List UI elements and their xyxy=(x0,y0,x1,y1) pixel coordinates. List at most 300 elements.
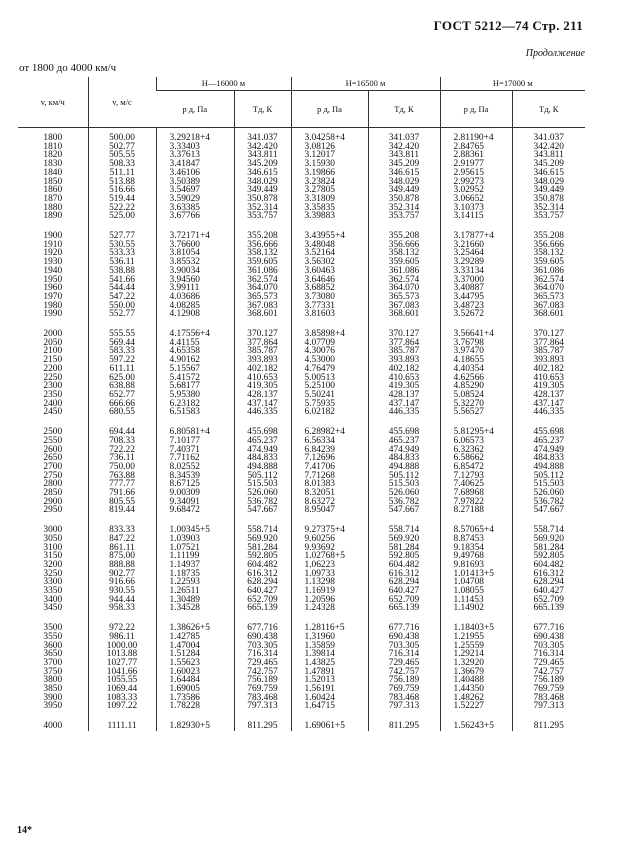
v-kmh-cell: 3900 xyxy=(43,692,63,703)
table-row xyxy=(18,374,585,383)
v-ms-cell: 1083.33 xyxy=(88,694,156,703)
v-ms-cell: 1069.44 xyxy=(88,685,156,694)
temperature-cell: 515.503 xyxy=(512,480,585,489)
table-row xyxy=(18,668,585,677)
table-row xyxy=(18,204,585,213)
pressure-cell: 5.81295+4 xyxy=(440,417,512,437)
temperature-cell: 341.037 xyxy=(512,128,585,143)
pressure-cell: 3.54697 xyxy=(156,186,234,195)
pressure-cell: 1.01413+5 xyxy=(440,570,512,579)
temperature-cell: 569.920 xyxy=(512,535,585,544)
pressure-cell: 5.32270 xyxy=(440,400,512,409)
temperature-cell: 377.864 xyxy=(234,339,291,348)
pressure-cell: 8.87453 xyxy=(440,535,512,544)
temperature-cell: 348.029 xyxy=(368,178,440,187)
pressure-cell: 1.51284 xyxy=(156,650,234,659)
v-kmh-cell: 2400 xyxy=(43,398,63,409)
pressure-cell: 1.69005 xyxy=(156,685,234,694)
table-row xyxy=(18,685,585,694)
temperature-cell: 783.468 xyxy=(512,694,585,703)
table-row xyxy=(18,128,585,143)
v-kmh-cell: 2500 xyxy=(43,427,63,438)
v-ms-cell: 516.66 xyxy=(88,186,156,195)
temperature-cell: 569.920 xyxy=(234,535,291,544)
v-ms-cell: 902.77 xyxy=(88,570,156,579)
temperature-cell: 677.716 xyxy=(234,613,291,633)
pressure-cell: 5.68177 xyxy=(156,382,234,391)
temperature-cell: 581.284 xyxy=(368,544,440,553)
pressure-cell: 3.48723 xyxy=(440,302,512,311)
v-ms-cell: 1111.11 xyxy=(88,711,156,731)
temperature-cell: 811.295 xyxy=(368,711,440,731)
pressure-cell: 5.15567 xyxy=(156,365,234,374)
v-ms-cell: 1027.77 xyxy=(88,659,156,668)
pressure-cell: 3.04258+4 xyxy=(291,128,368,143)
pressure-cell: 4.17556+4 xyxy=(156,319,234,339)
temperature-cell: 348.029 xyxy=(234,178,291,187)
temperature-cell: 364.070 xyxy=(512,284,585,293)
table-row xyxy=(18,221,585,241)
v-ms-cell: 511.11 xyxy=(88,169,156,178)
pressure-cell: 3.72171+4 xyxy=(156,221,234,241)
temperature-cell: 419.305 xyxy=(368,382,440,391)
v-kmh-cell: 1850 xyxy=(43,176,63,187)
v-ms-cell: 944.44 xyxy=(88,596,156,605)
pressure-cell: 3.81054 xyxy=(156,249,234,258)
v-kmh-cell: 1810 xyxy=(43,141,63,152)
pressure-cell: 3.60463 xyxy=(291,267,368,276)
pressure-cell: 2.95615 xyxy=(440,169,512,178)
pressure-cell: 4.30076 xyxy=(291,347,368,356)
table-row xyxy=(18,659,585,668)
pressure-cell: 3.90034 xyxy=(156,267,234,276)
table-row xyxy=(18,391,585,400)
temperature-cell: 729.465 xyxy=(512,659,585,668)
temperature-cell: 349.449 xyxy=(368,186,440,195)
pressure-cell: 3.35835 xyxy=(291,204,368,213)
v-ms-cell: 1055.55 xyxy=(88,676,156,685)
temperature-cell: 362.574 xyxy=(512,276,585,285)
pressure-cell: 6.84239 xyxy=(291,446,368,455)
v-ms-cell: 547.22 xyxy=(88,293,156,302)
temperature-cell: 558.714 xyxy=(368,515,440,535)
table-row xyxy=(18,535,585,544)
pressure-cell: 8.32051 xyxy=(291,489,368,498)
pressure-cell: 3.97470 xyxy=(440,347,512,356)
temperature-cell: 345.209 xyxy=(234,160,291,169)
pressure-cell: 3.52164 xyxy=(291,249,368,258)
pressure-cell: 3.23824 xyxy=(291,178,368,187)
temperature-cell: 703.305 xyxy=(512,642,585,651)
temperature-cell: 361.086 xyxy=(368,267,440,276)
temperature-cell: 358.132 xyxy=(234,249,291,258)
pressure-cell: 1.31960 xyxy=(291,633,368,642)
pressure-cell: 3.56641+4 xyxy=(440,319,512,339)
temperature-cell: 359.605 xyxy=(368,258,440,267)
pressure-cell: 7.97822 xyxy=(440,498,512,507)
temperature-cell: 665.139 xyxy=(512,604,585,613)
temperature-cell: 402.182 xyxy=(234,365,291,374)
temperature-cell: 428.137 xyxy=(512,391,585,400)
temperature-cell: 365.573 xyxy=(368,293,440,302)
pressure-cell: 1.47004 xyxy=(156,642,234,651)
table-row xyxy=(18,195,585,204)
pressure-cell: 3.64646 xyxy=(291,276,368,285)
pressure-cell: 1.39814 xyxy=(291,650,368,659)
pressure-cell: 3.52672 xyxy=(440,310,512,319)
col-group-h16500: H=16500 м xyxy=(291,77,440,91)
v-ms-cell: 597.22 xyxy=(88,356,156,365)
pressure-cell: 1.32920 xyxy=(440,659,512,668)
temperature-cell: 640.427 xyxy=(234,587,291,596)
pressure-cell: 9.60256 xyxy=(291,535,368,544)
pressure-cell: 1.30489 xyxy=(156,596,234,605)
table-row xyxy=(18,498,585,507)
pressure-cell: 1.02768+5 xyxy=(291,552,368,561)
pressure-cell: 7.12696 xyxy=(291,454,368,463)
pressure-cell: 3.37000 xyxy=(440,276,512,285)
temperature-cell: 385.787 xyxy=(512,347,585,356)
pressure-cell: 1.18735 xyxy=(156,570,234,579)
pressure-cell: 1.28116+5 xyxy=(291,613,368,633)
temperature-cell: 628.294 xyxy=(234,578,291,587)
v-kmh-cell: 1900 xyxy=(43,231,63,242)
pressure-cell: 6.85472 xyxy=(440,463,512,472)
v-kmh-cell: 3400 xyxy=(43,594,63,605)
pressure-cell: 6.28982+4 xyxy=(291,417,368,437)
col-temperature: Tд, К xyxy=(368,91,440,128)
pressure-cell: 1.64715 xyxy=(291,702,368,711)
pressure-cell: 1.14902 xyxy=(440,604,512,613)
temperature-cell: 368.601 xyxy=(234,310,291,319)
table-row xyxy=(18,293,585,302)
pressure-cell: 6.58662 xyxy=(440,454,512,463)
pressure-cell: 3.76600 xyxy=(156,241,234,250)
pressure-cell: 7.10177 xyxy=(156,437,234,446)
temperature-cell: 547.667 xyxy=(512,506,585,515)
temperature-cell: 361.086 xyxy=(512,267,585,276)
pressure-cell: 1.00345+5 xyxy=(156,515,234,535)
table-row xyxy=(18,676,585,685)
temperature-cell: 361.086 xyxy=(234,267,291,276)
table-row xyxy=(18,400,585,409)
temperature-cell: 604.482 xyxy=(512,561,585,570)
v-ms-cell: 527.77 xyxy=(88,221,156,241)
table-row xyxy=(18,570,585,579)
table-row xyxy=(18,408,585,417)
temperature-cell: 352.314 xyxy=(368,204,440,213)
pressure-cell: 3.14115 xyxy=(440,212,512,221)
pressure-cell: 3.15930 xyxy=(291,160,368,169)
v-ms-cell: 680.55 xyxy=(88,408,156,417)
pressure-cell: 1.29214 xyxy=(440,650,512,659)
temperature-cell: 342.420 xyxy=(368,143,440,152)
temperature-cell: 367.083 xyxy=(512,302,585,311)
pressure-cell: 3.76798 xyxy=(440,339,512,348)
table-row xyxy=(18,310,585,319)
v-kmh-cell: 3350 xyxy=(43,586,63,597)
v-kmh-cell: 2300 xyxy=(43,381,63,392)
temperature-cell: 455.698 xyxy=(512,417,585,437)
table-row xyxy=(18,694,585,703)
temperature-cell: 367.083 xyxy=(234,302,291,311)
temperature-cell: 385.787 xyxy=(368,347,440,356)
pressure-cell: 1.08055 xyxy=(440,587,512,596)
temperature-cell: 581.284 xyxy=(234,544,291,553)
v-ms-cell: 505.55 xyxy=(88,151,156,160)
pressure-cell: 8.67125 xyxy=(156,480,234,489)
pressure-cell: 1.25559 xyxy=(440,642,512,651)
temperature-cell: 341.037 xyxy=(368,128,440,143)
temperature-cell: 402.182 xyxy=(512,365,585,374)
pressure-cell: 3.33403 xyxy=(156,143,234,152)
pressure-cell: 1.09733 xyxy=(291,570,368,579)
temperature-cell: 811.295 xyxy=(512,711,585,731)
temperature-cell: 690.438 xyxy=(512,633,585,642)
temperature-cell: 742.757 xyxy=(368,668,440,677)
pressure-cell: 1.35859 xyxy=(291,642,368,651)
v-ms-cell: 552.77 xyxy=(88,310,156,319)
temperature-cell: 547.667 xyxy=(234,506,291,515)
v-kmh-cell: 2600 xyxy=(43,444,63,455)
v-kmh-cell: 3300 xyxy=(43,577,63,588)
pressure-cell: 8.57065+4 xyxy=(440,515,512,535)
v-ms-cell: 916.66 xyxy=(88,578,156,587)
temperature-cell: 640.427 xyxy=(368,587,440,596)
pressure-cell: 1.04708 xyxy=(440,578,512,587)
pressure-cell: 1.60023 xyxy=(156,668,234,677)
temperature-cell: 353.757 xyxy=(512,212,585,221)
pressure-cell: 3.48048 xyxy=(291,241,368,250)
temperature-cell: 370.127 xyxy=(234,319,291,339)
pressure-cell: 3.77331 xyxy=(291,302,368,311)
temperature-cell: 355.208 xyxy=(368,221,440,241)
temperature-cell: 350.878 xyxy=(368,195,440,204)
temperature-cell: 616.312 xyxy=(234,570,291,579)
pressure-cell: 3.63385 xyxy=(156,204,234,213)
v-kmh-cell: 3950 xyxy=(43,701,63,712)
table-row xyxy=(18,178,585,187)
v-ms-cell: 583.33 xyxy=(88,347,156,356)
temperature-cell: 716.314 xyxy=(234,650,291,659)
pressure-cell: 3.31809 xyxy=(291,195,368,204)
pressure-cell: 4.85290 xyxy=(440,382,512,391)
v-ms-cell: 736.11 xyxy=(88,454,156,463)
temperature-cell: 756.189 xyxy=(234,676,291,685)
temperature-cell: 677.716 xyxy=(368,613,440,633)
temperature-cell: 428.137 xyxy=(234,391,291,400)
v-kmh-cell: 1960 xyxy=(43,283,63,294)
pressure-cell: 4.90162 xyxy=(156,356,234,365)
v-ms-cell: 652.77 xyxy=(88,391,156,400)
v-kmh-cell: 1830 xyxy=(43,159,63,170)
temperature-cell: 536.782 xyxy=(234,498,291,507)
temperature-cell: 343.811 xyxy=(368,151,440,160)
temperature-cell: 393.893 xyxy=(234,356,291,365)
v-kmh-cell: 3250 xyxy=(43,568,63,579)
temperature-cell: 729.465 xyxy=(234,659,291,668)
temperature-cell: 410.653 xyxy=(234,374,291,383)
v-kmh-cell: 3700 xyxy=(43,657,63,668)
temperature-cell: 358.132 xyxy=(512,249,585,258)
pressure-cell: 7.40625 xyxy=(440,480,512,489)
temperature-cell: 515.503 xyxy=(234,480,291,489)
pressure-cell: 9.81693 xyxy=(440,561,512,570)
table-row xyxy=(18,302,585,311)
pressure-cell: 8.02552 xyxy=(156,463,234,472)
table-row xyxy=(18,506,585,515)
temperature-cell: 628.294 xyxy=(512,578,585,587)
table-row xyxy=(18,284,585,293)
pressure-cell: 5.95380 xyxy=(156,391,234,400)
temperature-cell: 536.782 xyxy=(368,498,440,507)
pressure-cell: 3.17877+4 xyxy=(440,221,512,241)
pressure-cell: 7.71162 xyxy=(156,454,234,463)
pressure-cell: 3.25464 xyxy=(440,249,512,258)
pressure-cell: 3.81603 xyxy=(291,310,368,319)
pressure-cell: 1.40488 xyxy=(440,676,512,685)
temperature-cell: 367.083 xyxy=(368,302,440,311)
pressure-cell: 1.47891 xyxy=(291,668,368,677)
pressure-cell: 3.02952 xyxy=(440,186,512,195)
pressure-cell: 5.00513 xyxy=(291,374,368,383)
temperature-cell: 797.313 xyxy=(234,702,291,711)
v-ms-cell: 502.77 xyxy=(88,143,156,152)
temperature-cell: 393.893 xyxy=(368,356,440,365)
v-kmh-cell: 1990 xyxy=(43,309,63,320)
v-kmh-cell: 2700 xyxy=(43,461,63,472)
pressure-cell: 8.01383 xyxy=(291,480,368,489)
v-ms-cell: 522.22 xyxy=(88,204,156,213)
pressure-cell: 3.99111 xyxy=(156,284,234,293)
temperature-cell: 756.189 xyxy=(368,676,440,685)
table-row xyxy=(18,702,585,711)
temperature-cell: 716.314 xyxy=(512,650,585,659)
pressure-cell: 5.08524 xyxy=(440,391,512,400)
pressure-cell: 1.56191 xyxy=(291,685,368,694)
temperature-cell: 350.878 xyxy=(512,195,585,204)
temperature-cell: 348.029 xyxy=(512,178,585,187)
temperature-cell: 484.833 xyxy=(234,454,291,463)
pressure-cell: 3.27805 xyxy=(291,186,368,195)
temperature-cell: 346.615 xyxy=(368,169,440,178)
pressure-cell: 1.16919 xyxy=(291,587,368,596)
temperature-cell: 484.833 xyxy=(368,454,440,463)
temperature-cell: 581.284 xyxy=(512,544,585,553)
pressure-cell: 7.40371 xyxy=(156,446,234,455)
v-kmh-cell: 3650 xyxy=(43,649,63,660)
temperature-cell: 410.653 xyxy=(368,374,440,383)
v-kmh-cell: 1870 xyxy=(43,193,63,204)
v-ms-cell: 530.55 xyxy=(88,241,156,250)
temperature-cell: 346.615 xyxy=(234,169,291,178)
temperature-cell: 446.335 xyxy=(234,408,291,417)
speed-range-label: от 1800 до 4000 км/ч xyxy=(19,62,117,74)
v-kmh-cell: 3450 xyxy=(43,603,63,614)
pressure-cell: 1.43825 xyxy=(291,659,368,668)
temperature-cell: 358.132 xyxy=(368,249,440,258)
col-temperature: Tд, К xyxy=(512,91,585,128)
table-row xyxy=(18,633,585,642)
pressure-cell: 9.93692 xyxy=(291,544,368,553)
v-kmh-cell: 2100 xyxy=(43,346,63,357)
temperature-cell: 359.605 xyxy=(234,258,291,267)
table-row xyxy=(18,472,585,481)
v-kmh-cell: 2850 xyxy=(43,488,63,499)
v-ms-cell: 708.33 xyxy=(88,437,156,446)
table-row xyxy=(18,604,585,613)
pressure-cell: 3.37613 xyxy=(156,151,234,160)
pressure-cell: 3.59029 xyxy=(156,195,234,204)
table-row xyxy=(18,186,585,195)
temperature-cell: 437.147 xyxy=(512,400,585,409)
temperature-cell: 536.782 xyxy=(512,498,585,507)
temperature-cell: 494.888 xyxy=(368,463,440,472)
pressure-cell: 9.18354 xyxy=(440,544,512,553)
v-kmh-cell: 2450 xyxy=(43,407,63,418)
v-ms-cell: 847.22 xyxy=(88,535,156,544)
pressure-cell: 1.06223 xyxy=(291,561,368,570)
temperature-cell: 370.127 xyxy=(368,319,440,339)
pressure-cell: 6.80581+4 xyxy=(156,417,234,437)
table-row xyxy=(18,578,585,587)
temperature-cell: 377.864 xyxy=(512,339,585,348)
temperature-cell: 342.420 xyxy=(234,143,291,152)
v-ms-cell: 536.11 xyxy=(88,258,156,267)
pressure-cell: 1.24328 xyxy=(291,604,368,613)
pressure-cell: 4.40354 xyxy=(440,365,512,374)
table-row xyxy=(18,160,585,169)
table-row xyxy=(18,446,585,455)
pressure-cell: 1.44350 xyxy=(440,685,512,694)
v-kmh-cell: 2350 xyxy=(43,389,63,400)
temperature-cell: 742.757 xyxy=(234,668,291,677)
v-ms-cell: 791.66 xyxy=(88,489,156,498)
v-kmh-cell: 1890 xyxy=(43,211,63,222)
temperature-cell: 515.503 xyxy=(368,480,440,489)
temperature-cell: 465.237 xyxy=(368,437,440,446)
v-ms-cell: 541.66 xyxy=(88,276,156,285)
v-ms-cell: 611.11 xyxy=(88,365,156,374)
temperature-cell: 364.070 xyxy=(368,284,440,293)
temperature-cell: 356.666 xyxy=(512,241,585,250)
v-kmh-cell: 2750 xyxy=(43,470,63,481)
temperature-cell: 465.237 xyxy=(234,437,291,446)
pressure-cell: 1.22593 xyxy=(156,578,234,587)
v-ms-cell: 550.00 xyxy=(88,302,156,311)
table-row xyxy=(18,587,585,596)
v-kmh-cell: 2150 xyxy=(43,355,63,366)
pressure-cell: 4.53000 xyxy=(291,356,368,365)
pressure-cell: 3.21660 xyxy=(440,241,512,250)
temperature-cell: 742.757 xyxy=(512,668,585,677)
temperature-cell: 342.420 xyxy=(512,143,585,152)
temperature-cell: 474.949 xyxy=(512,446,585,455)
table-row xyxy=(18,454,585,463)
pressure-cell: 9.34091 xyxy=(156,498,234,507)
temperature-cell: 526.060 xyxy=(368,489,440,498)
v-ms-cell: 1000.00 xyxy=(88,642,156,651)
v-kmh-cell: 2050 xyxy=(43,337,63,348)
pressure-cell: 2.88361 xyxy=(440,151,512,160)
pressure-cell: 1.48262 xyxy=(440,694,512,703)
pressure-cell: 3.40887 xyxy=(440,284,512,293)
temperature-cell: 362.574 xyxy=(368,276,440,285)
temperature-cell: 505.112 xyxy=(368,472,440,481)
col-group-h17000: H=17000 м xyxy=(440,77,585,91)
temperature-cell: 352.314 xyxy=(512,204,585,213)
table-row xyxy=(18,339,585,348)
